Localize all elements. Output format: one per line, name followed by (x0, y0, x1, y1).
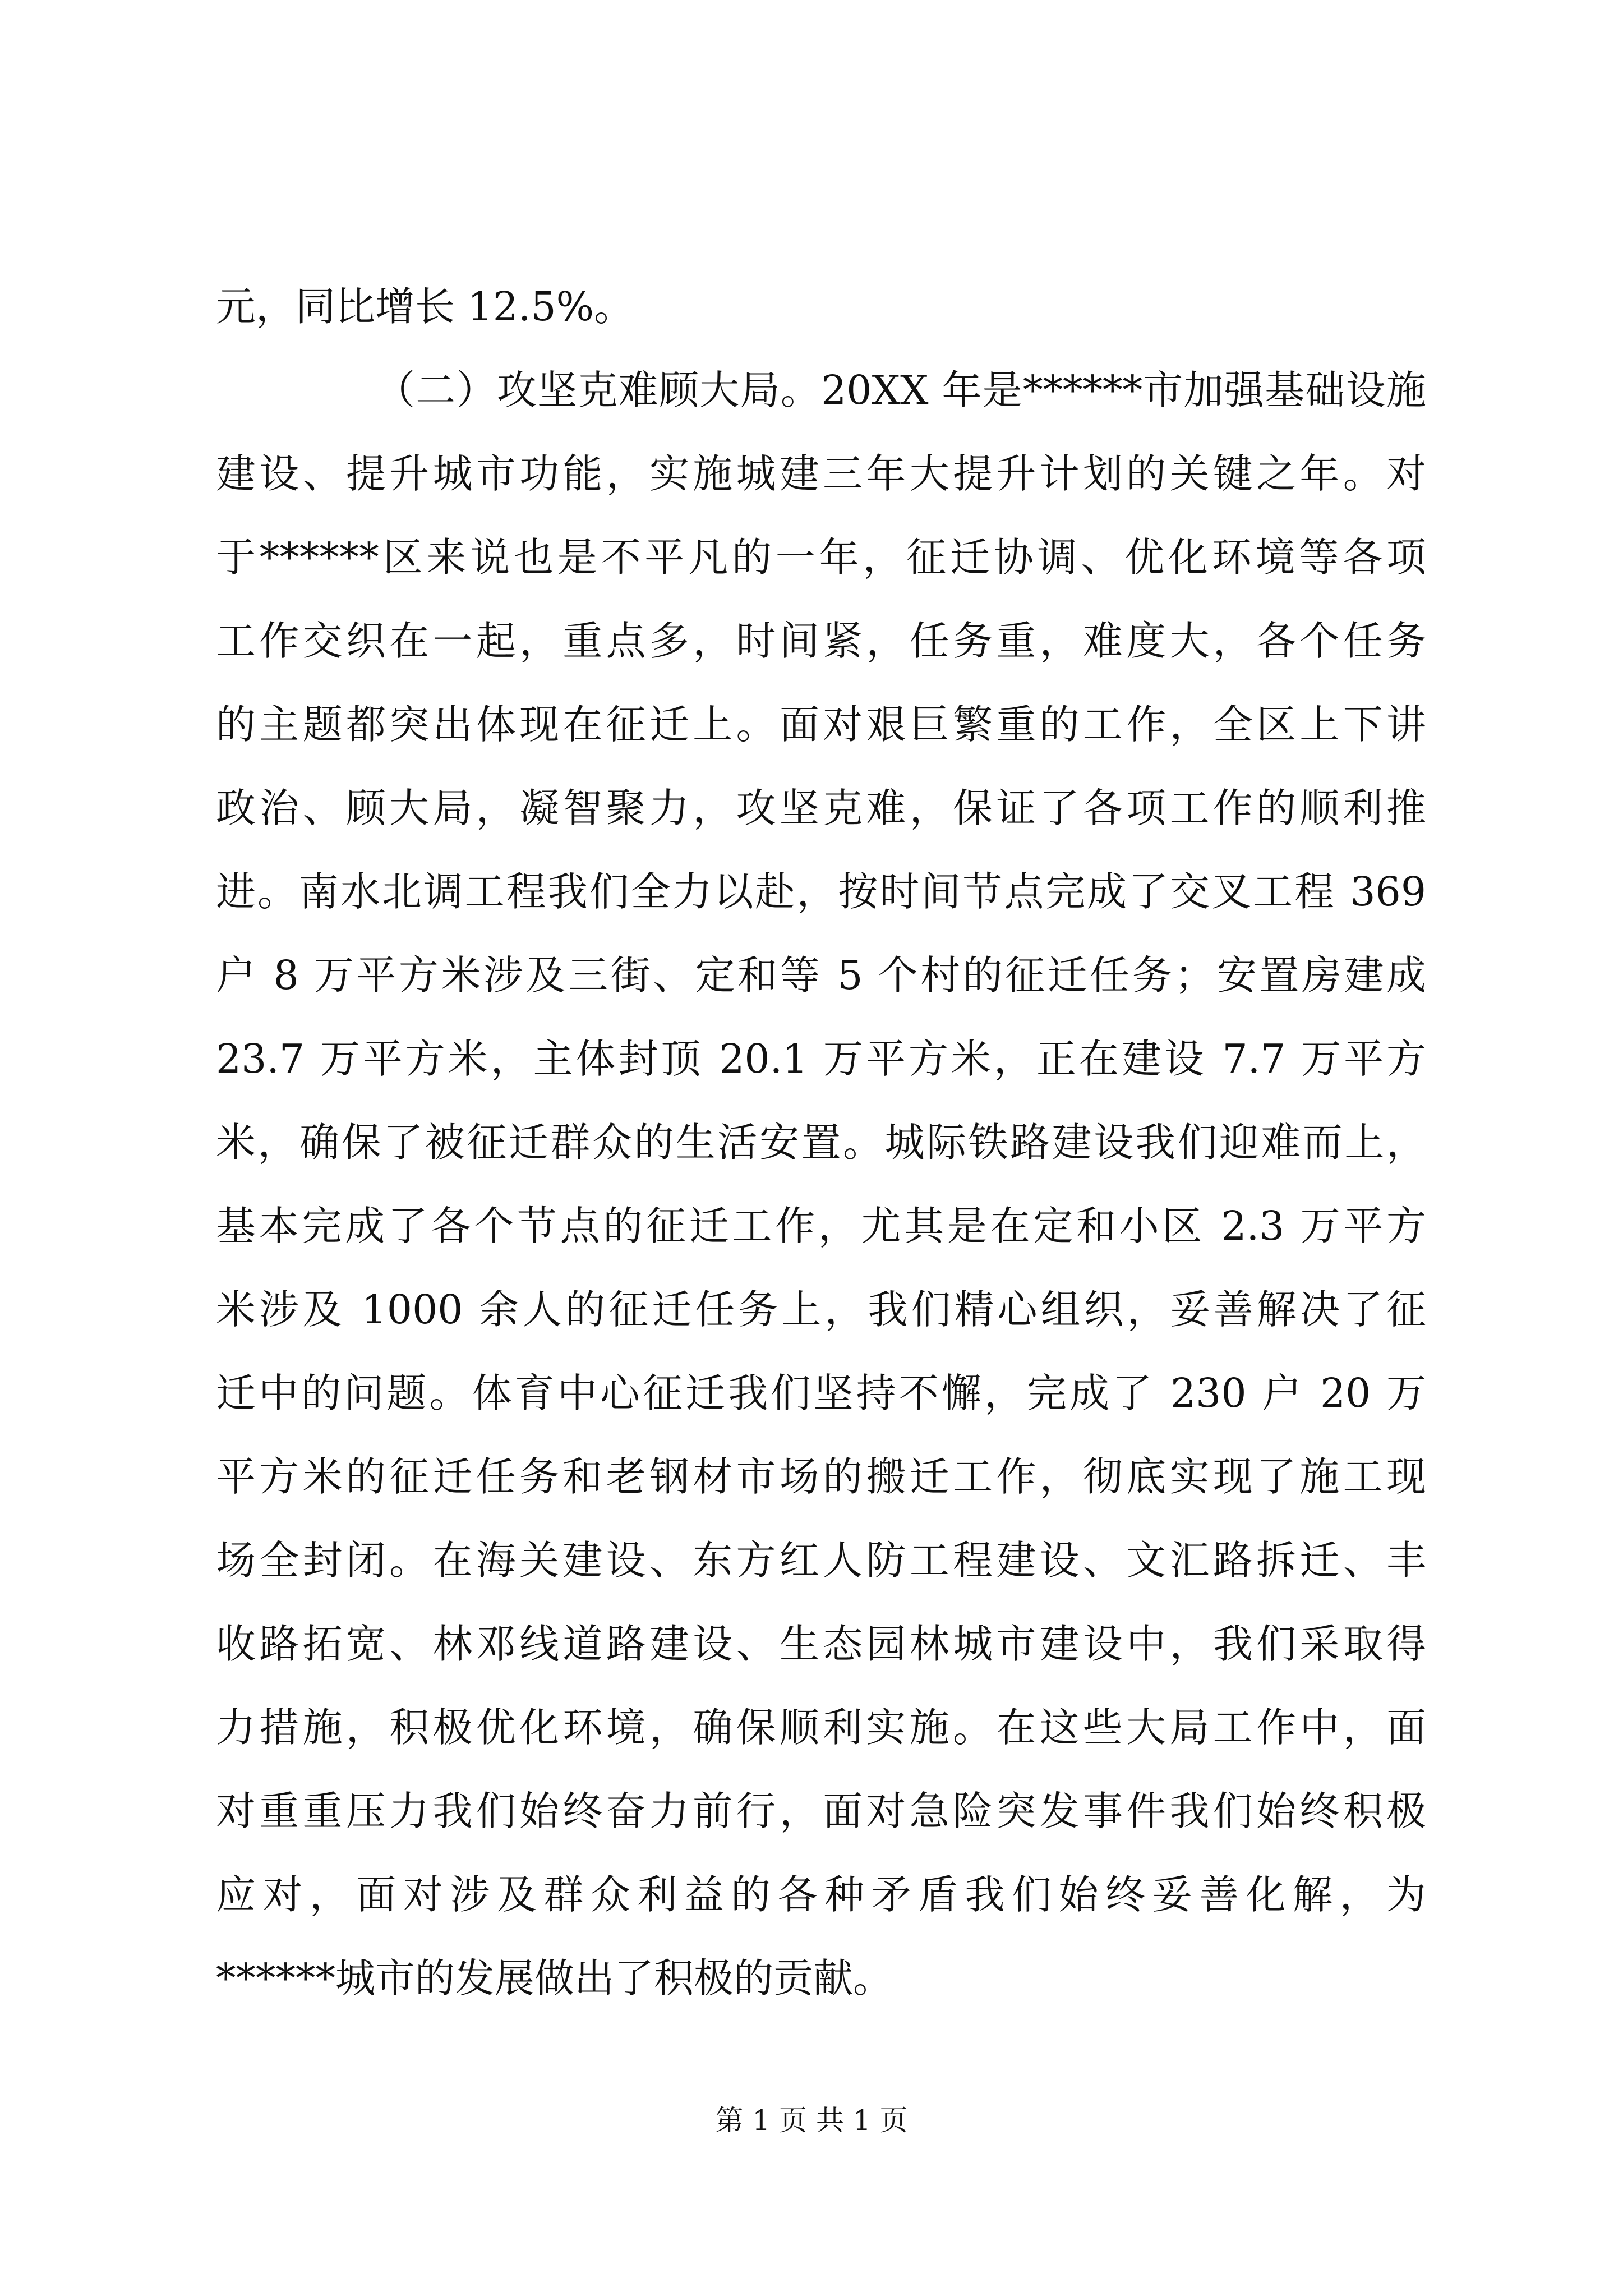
text-line: 基本完成了各个节点的征迁工作，尤其是在定和小区 2.3 万平方 (216, 1203, 1426, 1249)
text-line: 场全封闭。在海关建设、东方红人防工程建设、文汇路拆迁、丰 (216, 1537, 1426, 1584)
text-line: （二）攻坚克难顾大局。20XX 年是******市加强基础设施 (375, 367, 1426, 413)
text-line: 收路拓宽、林邓线道路建设、生态园林城市建设中，我们采取得 (216, 1621, 1426, 1667)
text-line: 的主题都突出体现在征迁上。面对艰巨繁重的工作，全区上下讲 (216, 701, 1426, 748)
text-line: 工作交织在一起，重点多，时间紧，任务重，难度大，各个任务 (216, 618, 1426, 664)
text-line: ******城市的发展做出了积极的贡献。 (216, 1955, 893, 2001)
text-line: 应对，面对涉及群众利益的各种矛盾我们始终妥善化解，为 (216, 1871, 1426, 1918)
text-line: 于******区来说也是不平凡的一年，征迁协调、优化环境等各项 (216, 534, 1426, 581)
text-line: 进。南水北调工程我们全力以赴，按时间节点完成了交叉工程 369 (216, 868, 1426, 915)
text-line: 元，同比增长 12.5%。 (216, 283, 634, 330)
text-line: 户 8 万平方米涉及三街、定和等 5 个村的征迁任务；安置房建成 (216, 952, 1426, 999)
text-line: 对重重压力我们始终奋力前行，面对急险突发事件我们始终积极 (216, 1788, 1426, 1834)
text-line: 政治、顾大局，凝智聚力，攻坚克难，保证了各项工作的顺利推 (216, 785, 1426, 831)
text-line: 23.7 万平方米，主体封顶 20.1 万平方米，正在建设 7.7 万平方 (216, 1036, 1426, 1082)
text-line: 力措施，积极优化环境，确保顺利实施。在这些大局工作中，面 (216, 1704, 1426, 1751)
body-text (216, 265, 1426, 2020)
text-line: 米涉及 1000 余人的征迁任务上，我们精心组织，妥善解决了征 (216, 1286, 1426, 1333)
text-line: 迁中的问题。体育中心征迁我们坚持不懈，完成了 230 户 20 万 (216, 1370, 1426, 1416)
page-footer (0, 2098, 1623, 2143)
text-line: 建设、提升城市功能，实施城建三年大提升计划的关键之年。对 (216, 450, 1426, 497)
text-line: 平方米的征迁任务和老钢材市场的搬迁工作，彻底实现了施工现 (216, 1453, 1426, 1500)
page-number-label: 第 1 页 共 1 页 (715, 2104, 908, 2137)
text-line: 米，确保了被征迁群众的生活安置。城际铁路建设我们迎难而上， (216, 1119, 1426, 1166)
